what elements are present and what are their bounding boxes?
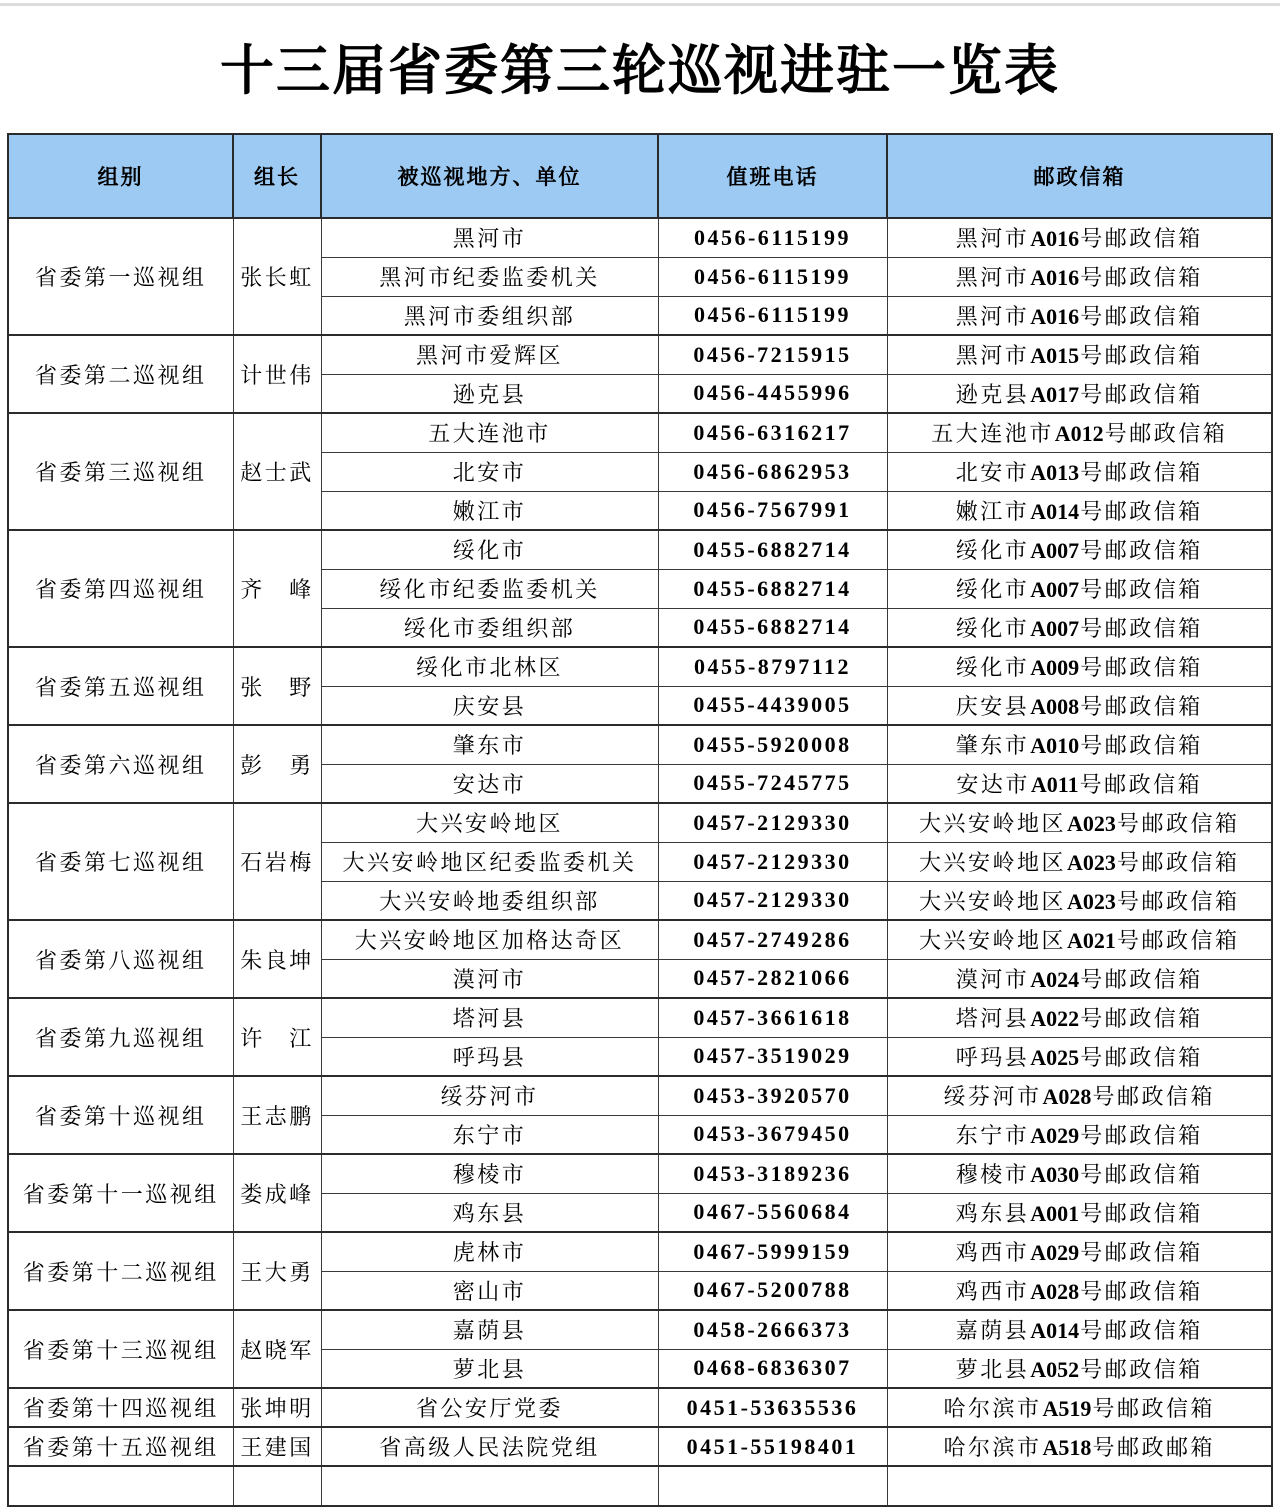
mailbox-cell: 大兴安岭地区A021号邮政信箱 [887, 920, 1272, 959]
phone-cell: 0451-55198401 [658, 1427, 887, 1466]
phone-cell: 0456-7567991 [658, 491, 887, 530]
group-cell: 省委第七巡视组 [8, 803, 233, 920]
leader-cell: 彭 勇 [233, 725, 321, 803]
unit-cell: 大兴安岭地区加格达奇区 [321, 920, 658, 959]
phone-cell: 0455-4439005 [658, 686, 887, 725]
phone-cell: 0456-6115199 [658, 218, 887, 257]
phone-cell: 0453-3189236 [658, 1154, 887, 1193]
mailbox-cell: 哈尔滨市A518号邮政邮箱 [887, 1427, 1272, 1466]
empty-cell [887, 1466, 1272, 1506]
mailbox-number: A012 [1054, 421, 1104, 447]
phone-cell: 0467-5560684 [658, 1193, 887, 1232]
unit-cell: 黑河市爱辉区 [321, 335, 658, 374]
leader-cell: 王建国 [233, 1427, 321, 1466]
leader-cell: 张 野 [233, 647, 321, 725]
mailbox-number: A014 [1030, 498, 1080, 524]
mailbox-number: A011 [1030, 771, 1079, 797]
mailbox-cell: 黑河市A015号邮政信箱 [887, 335, 1272, 374]
group-cell: 省委第十巡视组 [8, 1076, 233, 1154]
mailbox-cell: 穆棱市A030号邮政信箱 [887, 1154, 1272, 1193]
mailbox-number: A519 [1042, 1396, 1092, 1421]
leader-cell: 计世伟 [233, 335, 321, 413]
header-unit: 被巡视地方、单位 [321, 134, 658, 218]
phone-cell: 0453-3679450 [658, 1115, 887, 1154]
mailbox-cell: 嫩江市A014号邮政信箱 [887, 491, 1272, 530]
mailbox-number: A022 [1030, 1006, 1080, 1032]
group-cell: 省委第九巡视组 [8, 998, 233, 1076]
group-cell: 省委第一巡视组 [8, 218, 233, 335]
unit-cell: 鸡东县 [321, 1193, 658, 1232]
mailbox-cell: 呼玛县A025号邮政信箱 [887, 1037, 1272, 1076]
header-phone: 值班电话 [658, 134, 887, 218]
table-row [8, 998, 1272, 1037]
page-title: 十三届省委第三轮巡视进驻一览表 [220, 41, 1060, 101]
leader-cell: 赵晓军 [233, 1310, 321, 1388]
mailbox-number: A023 [1067, 811, 1116, 837]
mailbox-cell: 大兴安岭地区A023号邮政信箱 [887, 881, 1272, 920]
mailbox-number: A024 [1030, 966, 1080, 992]
table-row [8, 803, 1272, 842]
unit-cell: 绥芬河市 [321, 1076, 658, 1115]
empty-cell [8, 1466, 233, 1506]
inspection-table [7, 133, 1273, 1507]
mailbox-number: A008 [1030, 693, 1080, 719]
mailbox-number: A016 [1030, 303, 1080, 329]
phone-cell: 0457-2129330 [658, 803, 887, 842]
leader-cell: 张长虹 [233, 218, 321, 335]
mailbox-number: A029 [1030, 1240, 1080, 1266]
unit-cell: 大兴安岭地区 [321, 803, 658, 842]
mailbox-number: A028 [1030, 1278, 1080, 1304]
mailbox-number: A013 [1030, 460, 1080, 485]
mailbox-number: A007 [1030, 577, 1080, 602]
unit-cell: 东宁市 [321, 1115, 658, 1154]
unit-cell: 绥化市 [321, 530, 658, 569]
phone-cell: 0455-5920008 [658, 725, 887, 764]
table-row [8, 1154, 1272, 1193]
phone-cell: 0457-3661618 [658, 998, 887, 1037]
mailbox-number: A023 [1067, 888, 1116, 914]
leader-cell: 齐 峰 [233, 530, 321, 647]
unit-cell: 穆棱市 [321, 1154, 658, 1193]
leader-cell: 朱良坤 [233, 920, 321, 998]
unit-cell: 黑河市纪委监委机关 [321, 257, 658, 296]
mailbox-number: A007 [1030, 615, 1080, 641]
phone-cell: 0453-3920570 [658, 1076, 887, 1115]
mailbox-number: A015 [1030, 343, 1080, 369]
phone-cell: 0457-2129330 [658, 842, 887, 881]
table-row [8, 1232, 1272, 1271]
leader-cell: 王大勇 [233, 1232, 321, 1310]
phone-cell: 0457-2821066 [658, 959, 887, 998]
mailbox-number: A023 [1067, 850, 1116, 875]
unit-cell: 黑河市委组织部 [321, 296, 658, 335]
unit-cell: 嘉荫县 [321, 1310, 658, 1349]
group-cell: 省委第二巡视组 [8, 335, 233, 413]
mailbox-cell: 大兴安岭地区A023号邮政信箱 [887, 803, 1272, 842]
phone-cell: 0455-8797112 [658, 647, 887, 686]
unit-cell: 五大连池市 [321, 413, 658, 452]
mailbox-cell: 黑河市A016号邮政信箱 [887, 257, 1272, 296]
mailbox-cell: 安达市A011号邮政信箱 [887, 764, 1272, 803]
mailbox-number: A007 [1030, 538, 1080, 564]
unit-cell: 庆安县 [321, 686, 658, 725]
phone-cell: 0457-2749286 [658, 920, 887, 959]
phone-cell: 0455-6882714 [658, 569, 887, 608]
table-row [8, 647, 1272, 686]
unit-cell: 密山市 [321, 1271, 658, 1310]
group-cell: 省委第十五巡视组 [8, 1427, 233, 1466]
empty-cell [321, 1466, 658, 1506]
table-row [8, 218, 1272, 257]
mailbox-cell: 塔河县A022号邮政信箱 [887, 998, 1272, 1037]
mailbox-cell: 北安市A013号邮政信箱 [887, 452, 1272, 491]
table-row [8, 725, 1272, 764]
mailbox-number: A014 [1030, 1318, 1080, 1344]
phone-cell: 0467-5200788 [658, 1271, 887, 1310]
unit-cell: 肇东市 [321, 725, 658, 764]
table-row [8, 1076, 1272, 1115]
leader-cell: 王志鹏 [233, 1076, 321, 1154]
phone-cell: 0455-6882714 [658, 530, 887, 569]
group-cell: 省委第四巡视组 [8, 530, 233, 647]
leader-cell: 赵士武 [233, 413, 321, 530]
leader-cell: 许 江 [233, 998, 321, 1076]
mailbox-cell: 鸡西市A029号邮政信箱 [887, 1232, 1272, 1271]
unit-cell: 虎林市 [321, 1232, 658, 1271]
mailbox-number: A025 [1030, 1044, 1080, 1070]
header-row [8, 134, 1272, 218]
phone-cell: 0456-7215915 [658, 335, 887, 374]
unit-cell: 北安市 [321, 452, 658, 491]
table-row [8, 1427, 1272, 1466]
mailbox-cell: 绥化市A007号邮政信箱 [887, 530, 1272, 569]
unit-cell: 绥化市委组织部 [321, 608, 658, 647]
leader-cell: 张坤明 [233, 1388, 321, 1427]
empty-cell [233, 1466, 321, 1506]
mailbox-number: A017 [1030, 381, 1080, 407]
unit-cell: 萝北县 [321, 1349, 658, 1388]
group-cell: 省委第十四巡视组 [8, 1388, 233, 1427]
table-row [8, 1310, 1272, 1349]
mailbox-number: A518 [1042, 1435, 1092, 1460]
phone-cell: 0467-5999159 [658, 1232, 887, 1271]
mailbox-cell: 黑河市A016号邮政信箱 [887, 218, 1272, 257]
mailbox-number: A016 [1030, 226, 1080, 252]
unit-cell: 漠河市 [321, 959, 658, 998]
table-row [8, 413, 1272, 452]
mailbox-cell: 五大连池市A012号邮政信箱 [887, 413, 1272, 452]
leader-cell: 娄成峰 [233, 1154, 321, 1232]
unit-cell: 嫩江市 [321, 491, 658, 530]
table-row [8, 335, 1272, 374]
unit-cell: 呼玛县 [321, 1037, 658, 1076]
group-cell: 省委第十三巡视组 [8, 1310, 233, 1388]
phone-cell: 0457-2129330 [658, 881, 887, 920]
mailbox-number: A016 [1030, 265, 1080, 290]
group-cell: 省委第三巡视组 [8, 413, 233, 530]
phone-cell: 0468-6836307 [658, 1349, 887, 1388]
phone-cell: 0458-2666373 [658, 1310, 887, 1349]
mailbox-cell: 萝北县A052号邮政信箱 [887, 1349, 1272, 1388]
phone-cell: 0456-6316217 [658, 413, 887, 452]
mailbox-number: A052 [1030, 1356, 1080, 1382]
table-row [8, 530, 1272, 569]
mailbox-cell: 绥芬河市A028号邮政信箱 [887, 1076, 1272, 1115]
mailbox-cell: 鸡东县A001号邮政信箱 [887, 1193, 1272, 1232]
mailbox-number: A029 [1030, 1122, 1080, 1148]
empty-cell [658, 1466, 887, 1506]
mailbox-number: A028 [1042, 1084, 1092, 1110]
mailbox-number: A009 [1030, 655, 1080, 681]
table-row [8, 1388, 1272, 1427]
table-body [8, 218, 1272, 1506]
mailbox-cell: 漠河市A024号邮政信箱 [887, 959, 1272, 998]
mailbox-number: A010 [1030, 733, 1080, 759]
mailbox-cell: 绥化市A009号邮政信箱 [887, 647, 1272, 686]
unit-cell: 逊克县 [321, 374, 658, 413]
mailbox-cell: 庆安县A008号邮政信箱 [887, 686, 1272, 725]
unit-cell: 绥化市纪委监委机关 [321, 569, 658, 608]
mailbox-number: A001 [1030, 1200, 1080, 1226]
group-cell: 省委第十二巡视组 [8, 1232, 233, 1310]
phone-cell: 0457-3519029 [658, 1037, 887, 1076]
phone-cell: 0455-6882714 [658, 608, 887, 647]
unit-cell: 黑河市 [321, 218, 658, 257]
mailbox-cell: 哈尔滨市A519号邮政信箱 [887, 1388, 1272, 1427]
unit-cell: 省高级人民法院党组 [321, 1427, 658, 1466]
mailbox-cell: 绥化市A007号邮政信箱 [887, 608, 1272, 647]
header-leader: 组长 [233, 134, 321, 218]
mailbox-cell: 鸡西市A028号邮政信箱 [887, 1271, 1272, 1310]
group-cell: 省委第十一巡视组 [8, 1154, 233, 1232]
phone-cell: 0456-6115199 [658, 296, 887, 335]
group-cell: 省委第六巡视组 [8, 725, 233, 803]
header-mailbox: 邮政信箱 [887, 134, 1272, 218]
phone-cell: 0455-7245775 [658, 764, 887, 803]
mailbox-cell: 黑河市A016号邮政信箱 [887, 296, 1272, 335]
mailbox-cell: 逊克县A017号邮政信箱 [887, 374, 1272, 413]
group-cell: 省委第五巡视组 [8, 647, 233, 725]
unit-cell: 塔河县 [321, 998, 658, 1037]
cutoff-row [8, 1466, 1272, 1506]
mailbox-cell: 大兴安岭地区A023号邮政信箱 [887, 842, 1272, 881]
table-header [8, 134, 1272, 218]
unit-cell: 绥化市北林区 [321, 647, 658, 686]
phone-cell: 0456-6115199 [658, 257, 887, 296]
unit-cell: 安达市 [321, 764, 658, 803]
mailbox-cell: 肇东市A010号邮政信箱 [887, 725, 1272, 764]
mailbox-cell: 东宁市A029号邮政信箱 [887, 1115, 1272, 1154]
group-cell: 省委第八巡视组 [8, 920, 233, 998]
mailbox-cell: 嘉荫县A014号邮政信箱 [887, 1310, 1272, 1349]
phone-cell: 0456-6862953 [658, 452, 887, 491]
mailbox-cell: 绥化市A007号邮政信箱 [887, 569, 1272, 608]
table-row [8, 920, 1272, 959]
unit-cell: 大兴安岭地委组织部 [321, 881, 658, 920]
phone-cell: 0451-53635536 [658, 1388, 887, 1427]
unit-cell: 大兴安岭地区纪委监委机关 [321, 842, 658, 881]
mailbox-number: A030 [1030, 1162, 1080, 1188]
mailbox-number: A021 [1067, 928, 1116, 954]
unit-cell: 省公安厅党委 [321, 1388, 658, 1427]
header-group: 组别 [8, 134, 233, 218]
phone-cell: 0456-4455996 [658, 374, 887, 413]
leader-cell: 石岩梅 [233, 803, 321, 920]
